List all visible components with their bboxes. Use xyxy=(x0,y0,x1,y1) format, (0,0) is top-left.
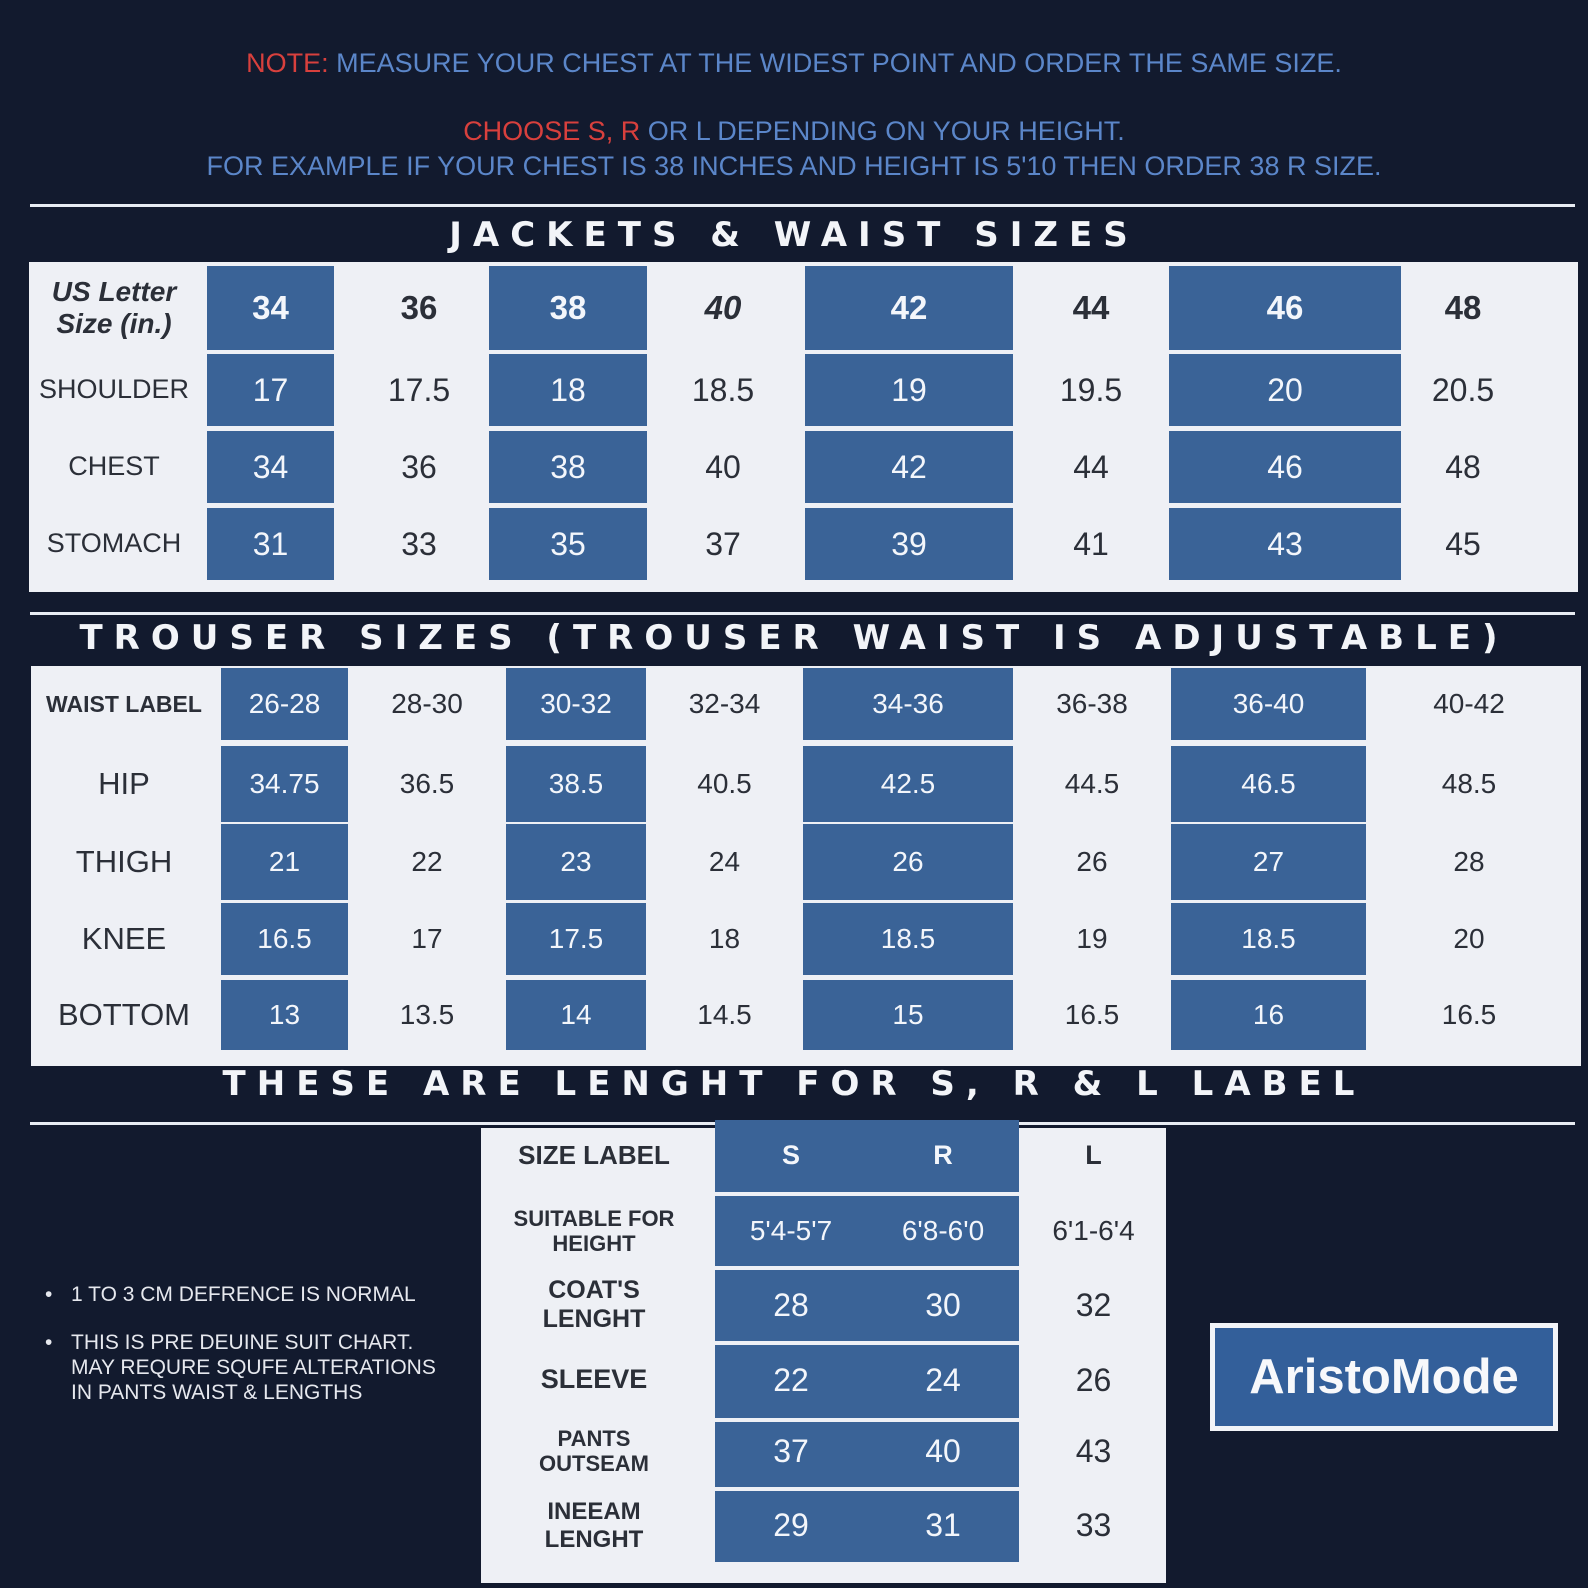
table-cell: 35 xyxy=(489,508,647,580)
jackets-table xyxy=(29,262,1578,592)
table-cell: 16 xyxy=(1171,980,1366,1050)
size-header: 34 xyxy=(207,266,334,350)
table-cell: 33 xyxy=(1075,1507,1112,1544)
table-cell: 24 xyxy=(708,845,741,877)
table-cell: 38 xyxy=(489,431,647,503)
table-cell: 29 xyxy=(715,1489,867,1562)
table-cell: 31 xyxy=(867,1489,1019,1562)
table-cell: 37 xyxy=(705,525,741,562)
table-cell: 40.5 xyxy=(697,767,752,799)
size-header: 40 xyxy=(704,289,742,327)
table-cell: 28 xyxy=(715,1269,867,1341)
size-header: 36-38 xyxy=(1056,687,1128,719)
note-text: MEASURE YOUR CHEST AT THE WIDEST POINT AND ORDER THE SAME SIZE. xyxy=(328,48,1342,78)
table-cell: 32 xyxy=(1075,1286,1112,1323)
table-cell: 19 xyxy=(805,354,1013,426)
table-cell: 18.5 xyxy=(803,903,1013,975)
choose-text: OR L DEPENDING ON YOUR HEIGHT. xyxy=(640,116,1125,146)
header-label: WAIST LABEL xyxy=(46,690,202,717)
table-cell: 16.5 xyxy=(1441,998,1497,1030)
table-cell: 26 xyxy=(803,824,1013,900)
trousers-table xyxy=(31,666,1581,1066)
row-separator xyxy=(715,1487,1019,1491)
table-cell: 22 xyxy=(411,845,443,877)
lengths-table xyxy=(481,1128,1166,1583)
table-cell: 43 xyxy=(1169,508,1401,580)
size-header: L xyxy=(1085,1140,1102,1171)
row-label: INEEAM LENGHT xyxy=(544,1497,644,1553)
brand-logo: AristoMode xyxy=(1210,1323,1558,1431)
row-separator xyxy=(715,1341,1019,1345)
size-header: 26-28 xyxy=(221,668,348,740)
bullet-text: 1 TO 3 CM DEFRENCE IS NORMAL xyxy=(71,1283,416,1306)
note-line-2 xyxy=(0,116,1588,147)
table-cell: 48 xyxy=(1445,448,1481,485)
table-cell: 21 xyxy=(221,824,348,900)
size-header: 48 xyxy=(1444,289,1482,327)
table-cell: 31 xyxy=(207,508,334,580)
table-cell: 37 xyxy=(715,1415,867,1487)
table-cell: 18.5 xyxy=(691,371,755,408)
size-header: 32-34 xyxy=(688,687,761,719)
table-cell: 28 xyxy=(1453,845,1485,877)
row-separator xyxy=(715,1418,1019,1422)
row-label: KNEE xyxy=(81,921,167,957)
table-cell: 6'1-6'4 xyxy=(1052,1214,1135,1246)
table-cell: 46.5 xyxy=(1171,746,1366,822)
table-cell: 20 xyxy=(1453,922,1485,954)
table-cell: 39 xyxy=(805,508,1013,580)
table-cell: 33 xyxy=(401,525,437,562)
table-cell: 43 xyxy=(1075,1432,1112,1469)
table-cell: 14.5 xyxy=(697,998,752,1030)
table-cell: 45 xyxy=(1445,525,1481,562)
row-label: SUITABLE FOR HEIGHT xyxy=(513,1205,675,1256)
row-label: THIGH xyxy=(75,844,173,880)
row-label: BOTTOM xyxy=(57,997,191,1033)
table-cell: 13.5 xyxy=(399,998,455,1030)
size-header: 44 xyxy=(1072,289,1110,327)
table-cell: 13 xyxy=(221,980,348,1050)
table-cell: 46 xyxy=(1169,431,1401,503)
note-line-3: FOR EXAMPLE IF YOUR CHEST IS 38 INCHES AND HEIGHT IS 5'10 THEN ORDER 38 R SIZE. xyxy=(206,151,1382,181)
row-separator xyxy=(715,1562,1019,1566)
note-prefix: NOTE: xyxy=(246,48,329,78)
size-header: 40-42 xyxy=(1433,687,1505,719)
row-label: HIP xyxy=(98,766,150,802)
size-header: 36 xyxy=(400,289,438,327)
table-cell: 18.5 xyxy=(1171,903,1366,975)
table-cell: 14 xyxy=(506,980,646,1050)
header-label: SIZE LABEL xyxy=(518,1140,670,1171)
size-header: R xyxy=(867,1120,1019,1192)
row-label: SHOULDER xyxy=(38,374,190,405)
bullet-item: • THIS IS PRE DEUINE SUIT CHART. MAY REQURE SQUFE ALTERATIONS IN PANTS WAIST & LENGTHS xyxy=(45,1330,445,1405)
table-cell: 16.5 xyxy=(1064,998,1120,1030)
choose-prefix: CHOOSE S, R xyxy=(463,116,641,146)
table-cell: 17 xyxy=(411,922,443,954)
table-cell: 26 xyxy=(1075,1361,1112,1398)
table-cell: 40 xyxy=(705,448,741,485)
table-cell: 18 xyxy=(708,922,741,954)
row-separator xyxy=(715,1266,1019,1270)
bullet-item: • 1 TO 3 CM DEFRENCE IS NORMAL xyxy=(45,1282,445,1307)
table-cell: 38.5 xyxy=(506,746,646,822)
row-label: CHEST xyxy=(68,451,160,482)
table-cell: 42.5 xyxy=(803,746,1013,822)
divider xyxy=(30,204,1575,207)
size-header: 42 xyxy=(805,266,1013,350)
table-cell: 17.5 xyxy=(387,371,451,408)
table-cell: 20 xyxy=(1169,354,1401,426)
table-cell: 41 xyxy=(1073,525,1109,562)
header-label: US Letter Size (in.) xyxy=(51,275,177,339)
row-label: STOMACH xyxy=(46,528,182,559)
table-cell: 48.5 xyxy=(1441,767,1497,799)
table-cell: 17 xyxy=(207,354,334,426)
size-header: S xyxy=(715,1120,867,1192)
table-cell: 17.5 xyxy=(506,903,646,975)
table-cell: 40 xyxy=(867,1415,1019,1487)
table-cell: 44.5 xyxy=(1064,767,1120,799)
size-header: 28-30 xyxy=(391,687,463,719)
size-header: 34-36 xyxy=(803,668,1013,740)
jackets-title: JACKETS & WAIST SIZES xyxy=(449,215,1139,255)
table-cell: 44 xyxy=(1073,448,1109,485)
row-label: COAT'S LENGHT xyxy=(542,1276,646,1333)
table-cell: 30 xyxy=(867,1269,1019,1341)
size-header: 36-40 xyxy=(1171,668,1366,740)
table-cell: 18 xyxy=(489,354,647,426)
table-cell: 27 xyxy=(1171,824,1366,900)
table-cell: 36 xyxy=(401,448,437,485)
table-cell: 20.5 xyxy=(1431,371,1495,408)
table-cell: 19.5 xyxy=(1059,371,1123,408)
table-cell: 42 xyxy=(805,431,1013,503)
lengths-title: THESE ARE LENGHT FOR S, R & L LABEL xyxy=(222,1064,1366,1104)
size-header: 30-32 xyxy=(506,668,646,740)
table-cell: 22 xyxy=(715,1342,867,1418)
table-cell: 5'4-5'7 xyxy=(715,1196,867,1266)
trousers-title: TROUSER SIZES (TROUSER WAIST IS ADJUSTABLE) xyxy=(79,618,1509,658)
size-header: 38 xyxy=(489,266,647,350)
table-cell: 23 xyxy=(506,824,646,900)
bullet-text: THIS IS PRE DEUINE SUIT CHART. MAY REQURE SQUFE ALTERATIONS IN PANTS WAIST & LENGTHS xyxy=(71,1331,436,1404)
size-header: 46 xyxy=(1169,266,1401,350)
row-label: PANTS OUTSEAM xyxy=(539,1425,649,1476)
table-cell: 24 xyxy=(867,1342,1019,1418)
row-separator xyxy=(715,1192,1019,1196)
table-cell: 26 xyxy=(1076,845,1108,877)
table-cell: 34 xyxy=(207,431,334,503)
note-line-1 xyxy=(0,48,1588,79)
table-cell: 34.75 xyxy=(221,746,348,822)
table-cell: 19 xyxy=(1076,922,1108,954)
row-label: SLEEVE xyxy=(540,1364,648,1395)
table-cell: 15 xyxy=(803,980,1013,1050)
table-cell: 36.5 xyxy=(399,767,455,799)
table-cell: 6'8-6'0 xyxy=(867,1196,1019,1266)
divider xyxy=(30,612,1575,615)
table-cell: 16.5 xyxy=(221,903,348,975)
